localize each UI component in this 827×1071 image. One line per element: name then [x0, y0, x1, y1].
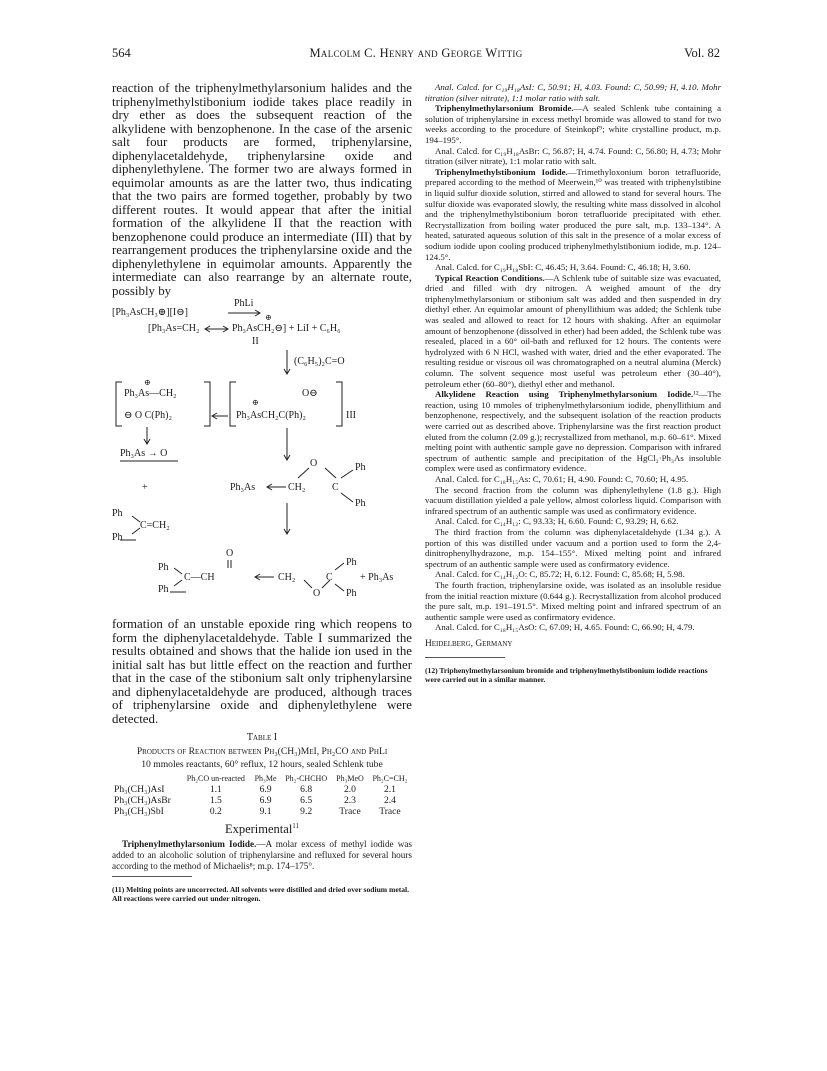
table-header-cell: Ph₂CO un-reacted — [186, 774, 245, 783]
table-cell: Trace — [379, 806, 401, 817]
table-cell: 9.1 — [259, 806, 272, 817]
experimental-subheading: Triphenylmethylarsonium Iodide. — [122, 839, 257, 850]
starting-salt: [Ph₃AsCH₃⊕][I⊖] — [112, 307, 188, 318]
table-cell: 1.1 — [209, 784, 222, 795]
running-header — [112, 46, 720, 64]
betaine-right: Ph₃AsCH₂C(Ph)₂ — [236, 410, 306, 421]
second-fraction-paragraph: The second fraction from the column was diphenylethylene (1.8 g.). High vacuum distillation yielded a pale yellow, almost colorless liquid. Comparison with infrared spectrum of an authentic sample was used as confirmatory evidence. — [425, 484, 721, 516]
table-cell: Ph₃(CH₃)AsI — [114, 784, 165, 795]
table-title: Products of Reaction between Ph₃(CH₃)MeI, Ph₂CO and PhLi — [136, 746, 388, 757]
aldehyde-core: C—CH — [184, 572, 215, 583]
table-grid — [112, 773, 412, 817]
anal-arsonium-bromide: Anal. Calcd. for C₁₉H₁₈AsBr: C, 56.87; H, 4.74. Found: C, 56.80; H, 4.73; Mohr titration (silver nitrate), 1:1 molar ratio with salt. — [425, 145, 721, 167]
table-cell: 0.2 — [209, 806, 222, 817]
running-title: Malcolm C. Henry and George Wittig — [309, 46, 523, 60]
anal-diphenylacetaldehyde: Anal. Calcd. for C₁₄H₁₂O: C, 85.72; H, 6.12. Found: C, 85.68; H, 5.98. — [435, 569, 685, 580]
aldehyde-oxygen: O — [226, 548, 234, 559]
fourth-fraction-paragraph: The fourth fraction, triphenylarsine oxide, was isolated as an insoluble residue from the initial reaction mixture (0.644 g.). Recrystallization from alcohol produced the pure salt, m.p. 191–191.5°. Mixed melting point and infrared spectrum of an authentic sample were used as confirmatory evidence. — [425, 579, 721, 622]
table-cell: Ph₃(CH₃)SbI — [114, 806, 164, 817]
ethylene-ph-1: Ph — [112, 508, 123, 519]
betaine-oxide: O⊖ — [302, 388, 318, 399]
betaine-bottom: ⊖ O C(Ph)₂ — [124, 410, 172, 421]
body-paragraph-1: reaction of the triphenylmethylarsonium halides and the triphenylmethylstibonium iodide takes place readily in dry ether as does the subsequent reaction of the alkylidene with benzophenone. In the case of the arsenic salt four products are formed, triphenylarsine, diphenylacetaldehyde, triphenylarsine oxide and diphenylethylene. The former two are always formed in equimolar amounts as are the latter two, thus indicating that the two pairs are formed together, probably by two different routes. It would appear that after the initial formation of the alkylidene II that the reaction with benzophenone could produce an intermediate (III) that by rearrangement produces the triphenylarsine oxide and the diphenylethylene in equimolar amounts. Apparently the intermediate can also rearrange by an alternate route, possibly by — [112, 81, 412, 298]
reaction-scheme — [112, 298, 412, 646]
epoxide2-carbon: C — [326, 572, 333, 583]
ylide-charge: ⊕ — [265, 313, 272, 322]
arsonium-bromide-paragraph — [425, 103, 721, 145]
footnote-rule — [425, 657, 505, 658]
stibonium-iodide-paragraph — [425, 167, 721, 262]
table-cell: 1.5 — [209, 795, 222, 806]
plus-triphenylarsine: + Ph₃As — [360, 572, 394, 583]
ylide-form-a: [Ph₃As=CH₂ — [148, 323, 200, 334]
aldehyde-ph-2: Ph — [158, 584, 169, 595]
epoxide-oxygen: O — [310, 458, 318, 469]
table-conditions: 10 mmoles reactants, 60° reflux, 12 hours, sealed Schlenk tube — [141, 759, 383, 770]
aldehyde-ph-1: Ph — [158, 562, 169, 573]
table-label: Table I — [246, 732, 278, 743]
subheading: Triphenylmethylarsonium Bromide. — [435, 103, 574, 114]
table-header-cell: Ph₂C=CH₂ — [372, 774, 408, 783]
table-cell: 2.4 — [383, 795, 396, 806]
arsine-product: Ph₃As — [230, 482, 256, 493]
subheading: Triphenylmethylstibonium Iodide. — [435, 166, 568, 177]
betaine-charge: ⊕ — [144, 378, 151, 387]
epoxide-ph-2: Ph — [355, 498, 366, 509]
footnote-12: (12) Triphenylmethylarsonium bromide and triphenylmethylstibonium iodide reactions were carried out in a similar manner. — [425, 666, 708, 685]
body-paragraph-2: formation of an unstable epoxide ring which reopens to form the diphenylacetaldehyde. Table I summarized the results obtained and shows that the halide ion used in the initial salt has but little effect on the reaction and further that in the case of the stibonium salt only triphenylarsine and diphenylacetaldehyde are produced, although traces of triphenylarsine oxide and diphenylethylene were detected. — [112, 617, 412, 726]
table-header-cell: Ph₃MeO — [336, 774, 364, 783]
reagent-phli: PhLi — [234, 298, 254, 309]
page-number: 564 — [112, 46, 131, 60]
subheading: Alkylidene Reaction using Triphenylmethylarsonium Iodide. — [435, 389, 694, 400]
paragraph-text: —A sealed Schlenk tube containing a solution of triphenylarsine in excess methyl bromide was allowed to stand for two weeks according to the procedure of Steinkopf⁹; white crystalline product, m.p. 194–195°. — [425, 103, 721, 145]
betaine-top: Ph₃As—CH₂ — [124, 388, 177, 399]
ethylene-ph-2: Ph — [112, 532, 123, 543]
anal-triphenylarsine: Anal. Calcd. for C₁₈H₁₅As: C, 70.61; H, 4.90. Found: C, 70.60; H, 4.95. — [435, 473, 689, 484]
table-cell: 6.9 — [259, 784, 272, 795]
anal-arsonium-iodide: Anal. Calcd. for C₁₉H₁₈AsI: C, 50.91; H, 4.03. Found: C, 50.99; H, 4.10. Mohr titration (silver nitrate), 1:1 molar ratio with salt. — [425, 82, 721, 103]
right-column — [425, 82, 721, 692]
volume-label: Vol. 82 — [684, 46, 720, 60]
scheme-arrows — [112, 298, 412, 646]
table-cell: 6.9 — [259, 795, 272, 806]
paragraph-text: —A Schlenk tube of suitable size was evacuated, dried and filled with dry nitrogen. A weighed amount of the dry triphenylmethylarsonium or stibonium salt was added and then suspended in dry diethyl ether. An equimolar amount of phenyllithium was added; the Schlenk tube was sealed and allowed to react for 12 hours with shaking. After an equimolar amount of benzophenone (dissolved in ether) had been added, the Schlenk tube was resealed, placed in a 60° oil-bath and refluxed for 12 hours. The contents were hydrolyzed with 6 N HCl, washed with water, dried and the ether evaporated. The resulting residue or viscous oil was chromatographed on a neutral alumina (Merck) column. The solvent sequence most useful was petroleum ether (30–40°), petroleum ether (60–80°), diethyl ether and methanol. — [425, 272, 721, 389]
ethylene-core: C=CH₂ — [140, 520, 170, 531]
table-i — [112, 732, 412, 817]
table-row — [112, 784, 412, 795]
epoxide2-oxygen: O — [313, 588, 321, 599]
anal-diphenylethylene: Anal. Calcd. for C₁₄H₁₂: C, 93.33; H, 6.60. Found: C, 93.29; H, 6.62. — [435, 516, 679, 527]
table-row — [112, 806, 412, 817]
table-header-cell — [112, 773, 181, 784]
table-row — [112, 795, 412, 806]
alkylidene-reaction-paragraph — [425, 389, 721, 474]
paragraph-text: —Trimethyloxonium boron tetrafluoride, prepared according to the method of Meerwein,¹⁰ was treated with triphenylstibine in liquid sulfur dioxide solution, stirred and allowed to stand for several hours. The sulfur dioxide was evaporated slowly, the resulting white mass dissolved in alcohol and the triphenylmethylstibonium boron tetrafluoride precipitated with ether. Recrystallization from boiling water produced the pure salt, m.p. 133–134°. A heated, saturated aqueous solution of this salt in the presence of a molar excess of sodium iodide upon cooling produced triphenylmethylstibonium iodide, m.p. 124–124.5°. — [425, 166, 721, 262]
footnote-11: (11) Melting points are uncorrected. All solvents were distilled and dried over sodium metal. All reactions were carried out under nitrogen. — [112, 884, 410, 904]
epoxide2-ph-2: Ph — [346, 588, 357, 599]
epoxide2-ch2: CH₂ — [278, 572, 296, 583]
subheading: Typical Reaction Conditions. — [435, 272, 545, 283]
epoxide-carbon: C — [332, 482, 339, 493]
table-cell: 2.1 — [383, 784, 396, 795]
epoxide-ph-1: Ph — [355, 462, 366, 473]
table-cell: 2.0 — [343, 784, 356, 795]
triphenylarsine-oxide: Ph₃As → O — [120, 448, 168, 459]
betaine-right-charge: ⊕ — [252, 398, 259, 407]
ylide-form-b: Ph₃AsCH₂⊖] + LiI + C₆H₆ — [232, 323, 341, 334]
affiliation-location: Heidelberg, Germany — [425, 638, 513, 649]
experimental-paragraph — [112, 839, 412, 872]
table-cell: 6.5 — [300, 795, 313, 806]
footnote-rule — [112, 876, 192, 877]
left-column — [112, 82, 412, 911]
benzophenone-reagent: (C₆H₅)₂C=O — [294, 356, 345, 367]
experimental-footnote-ref: 11 — [292, 822, 300, 830]
paragraph-text: ¹²—The reaction, using 10 mmoles of triphenylmethylarsonium iodide, phenyllithium and benzophenone, respectively, and the subsequent isolation of the reaction products were carried out as described above. Triphenylarsine was the first reaction product eluted from the column (2.09 g.); recrystallized from methanol, m.p. 60–61°. Mixed melting point with authentic sample gave no depression. Comparison with infrared spectrum of authentic sample and precipitation of the HgCl₂·Ph₃As insoluble complex were used as confirmatory evidence. — [425, 389, 721, 474]
epoxide2-ph-1: Ph — [346, 557, 357, 568]
plus-sign: + — [142, 482, 148, 493]
anal-arsine-oxide: Anal. Calcd. for C₁₈H₁₅AsO: C, 67.09; H, 4.65. Found: C, 66.90; H, 4.79. — [435, 622, 695, 633]
experimental-heading — [112, 822, 412, 837]
table-cell: 9.2 — [300, 806, 313, 817]
label-ii: II — [252, 336, 259, 347]
experimental-title: Experimental — [224, 822, 293, 837]
table-header-cell: Ph₂-CHCHO — [285, 774, 328, 783]
third-fraction-paragraph: The third fraction from the column was diphenylacetaldehyde (1.34 g.). A portion of this was distilled under vacuum and a portion used to form the 2,4-dinitrophenylhydrazone, m.p. 154–155°. Mixed melting point and infrared spectrum of an authentic sample were used as confirmatory evidence. — [425, 526, 721, 569]
table-cell: 2.3 — [343, 795, 356, 806]
table-header-row — [112, 773, 412, 784]
epoxide-ch2: CH₂ — [288, 482, 306, 493]
anal-stibonium-iodide: Anal. Calcd. for C₁₉H₁₈SbI: C, 46.45; H, 3.64. Found: C, 46.18; H, 3.60. — [435, 262, 691, 273]
table-cell: Trace — [339, 806, 361, 817]
table-cell: 6.8 — [300, 784, 313, 795]
experimental-text: —A molar excess of methyl iodide was added to an alcoholic solution of triphenylarsine and refluxed for several hours according to the method of Michaelis⁸; m.p. 174–175°. — [112, 839, 412, 872]
table-header-cell: Ph₃Me — [254, 774, 277, 783]
label-iii: III — [346, 410, 356, 421]
reaction-conditions-paragraph — [425, 273, 721, 390]
table-cell: Ph₃(CH₃)AsBr — [114, 795, 171, 806]
